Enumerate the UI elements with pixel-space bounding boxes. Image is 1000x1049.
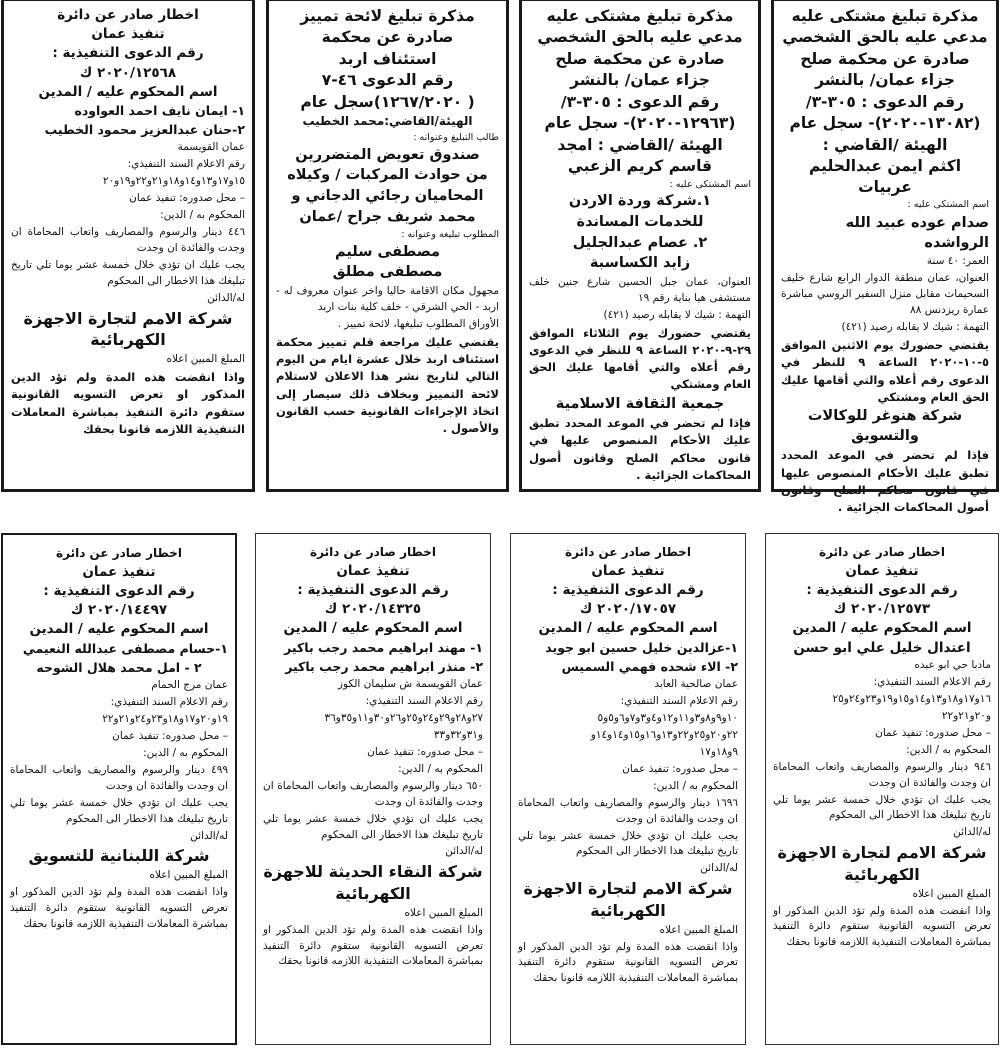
case-label: رقم الدعوى التنفيذية : xyxy=(52,45,204,62)
debtor-name-1: ١-عزالدين خليل حسين ابو جويد xyxy=(545,639,738,655)
judgment-amount: ٤٤٦ دينار والرسوم والمصاريف واتعاب المحاماة ان وجدت والفائدة ان وجدت xyxy=(11,226,245,255)
debtor-name-2: ٢-حنان عبدالعزيز محمود الخطيب xyxy=(44,122,245,138)
case-number: رقم الدعوى ٤٦-٧ xyxy=(321,71,454,90)
debtor-name: اعتدال خليل علي ابو حسن xyxy=(793,639,971,656)
defendant-name-2b: زايد الكساسبة xyxy=(589,255,691,272)
plaintiff-name: شركة هنوغر للوكالات والتسويق xyxy=(807,408,963,444)
case-register: (١٢٩٦٣-٢٠٢٠)- سجل عام xyxy=(544,114,736,133)
instruction-text: يقتضي عليك مراجعة قلم تمييز محكمة استئناف اربد خلال عشرة ايام من اليوم التالي لتاريخ نشر هذا الاعلان لاستلام لائحة التمييز وبخلاف ذلك سيصار إلى اتخاذ الإجراءات القانونية حسب القانون والأصول . xyxy=(276,334,499,436)
notice-title: اخطار صادر عن دائرة xyxy=(57,7,199,23)
case-label: رقم الدعوى التنفيذية : xyxy=(297,582,449,599)
court-name: صادرة عن محكمة صلح xyxy=(800,49,970,68)
case-number: ٢٠٢٠/١٤٤٩٧ ك xyxy=(70,602,168,619)
notice-title: مذكرة تبليغ مشتكى عليه xyxy=(546,7,734,25)
judgment-label: المحكوم به / الدين: xyxy=(143,746,228,759)
judge-name: الهيئة/القاضي:محمد الخطيب xyxy=(302,114,473,129)
judge-label: الهيئة /القاضي : امجد xyxy=(557,135,723,154)
creditor-label: له/الدائن xyxy=(445,845,483,858)
debtor-label: اسم المحكوم عليه / المدين xyxy=(792,620,972,637)
notice-title: اخطار صادر عن دائرة xyxy=(56,546,182,560)
judgment-label: المحكوم به / الدين: xyxy=(653,779,738,792)
court-name: صادرة عن محكمة صلح xyxy=(555,49,725,68)
instrument-numbers-end: ٩و١٨و١٧ xyxy=(699,745,738,758)
notice-authority: تنفيذ عمان xyxy=(336,562,410,579)
notice-title: مذكرة تبليغ مشتكى عليه xyxy=(791,7,979,25)
instrument-numbers-cont: و٣١و٣٢و٣٣ xyxy=(433,728,483,741)
instrument-label: رقم الاعلام السند التنفيذي: xyxy=(873,675,991,688)
notice-subtitle: مدعي عليه بالحق الشخصي xyxy=(537,28,743,47)
notice-bottom-3 xyxy=(255,533,491,1045)
defendant-name-2a: ٢. عصام عبدالجليل xyxy=(572,234,708,251)
summons-text: يقتضي حضورك يوم الاثنين الموافق ٥-١٠-٢٠٢٠ الساعة ٩ للنظر في الدعوى رقم أعلاه والتي أقامها عليك الحق العام ومشتكي xyxy=(781,338,989,404)
requester-label: طالب التبليغ وعنوانه : xyxy=(413,132,499,144)
defendant-name-1b: للخدمات المساندة xyxy=(576,213,704,230)
defendant-label: اسم المشتكى عليه : xyxy=(907,199,989,211)
notice-top-1 xyxy=(771,0,999,515)
creditor-name: شركة النقاء الحديثة للاجهزة الكهربائية xyxy=(263,862,483,903)
judgment-amount: ١٦٩٦ دينار والرسوم والمصاريف واتعاب المحاماة ان وجدت والفائدة ان وجدت xyxy=(518,796,738,825)
notice-title: مذكرة تبليغ لائحة تمييز xyxy=(300,7,475,25)
warning-text: واذا انقضت هذه المدة ولم تؤد الدين المذكور او تعرض التسويه القانونية ستقوم دائرة التنفيذ بمباشرة المعاملات التنفيذية اللازمه قانونا بحقك xyxy=(773,904,991,949)
payment-text: يجب عليك ان تؤدي خلال خمسة عشر يوما تلي تاريخ تبليغك هذا الاخطار الى المحكوم xyxy=(263,812,483,841)
notice-authority: تنفيذ عمان xyxy=(591,562,665,579)
notice-top-2 xyxy=(519,0,761,492)
notice-authority: تنفيذ عمان xyxy=(845,562,919,579)
requester-line-1: صندوق تعويض المتضررين xyxy=(295,146,480,163)
debtor-name-1: ١- مهند ابراهيم محمد رجب باكير xyxy=(284,639,483,655)
amount-ref: المبلغ المبين اعلاه xyxy=(912,887,991,900)
issue-place: – محل صدوره: تنفيذ عمان xyxy=(112,729,228,742)
court-location: جزاء عمان/ بالنشر xyxy=(570,71,710,90)
creditor-label: له/الدائن xyxy=(953,826,991,839)
creditor-name: شركة الامم لتجارة الاجهزة الكهربائية xyxy=(23,308,233,350)
requester-line-4: محمد شريف جراح /عمان xyxy=(299,208,476,225)
debtor-address: عمان صالحية العابد xyxy=(654,677,738,690)
documents: الأوراق المطلوب تبليغها، لائحة تمييز . xyxy=(337,317,499,330)
summons-text: يقتضي حضورك يوم الثلاثاء الموافق ٢٩-٩-٢٠٢٠ الساعة ٩ للنظر في الدعوى رقم أعلاه والتي أقامها عليك الحق العام ومشتكي xyxy=(529,325,752,392)
instrument-numbers: ١٦و١٧و١٨و١٣و١٤و١٥و١٩و٢٣و٢٤و٢٥ xyxy=(832,692,991,705)
instrument-numbers: ١٠و٩و٨و٣و١١و١٢و٤و٣و٧و٦و٥و٥ xyxy=(597,711,738,724)
payment-text: يجب عليك ان تؤدي خلال خمسة عشر يوما تلي تاريخ تبليغك هذا الاخطار الى المحكوم xyxy=(11,259,245,287)
payment-text: يجب عليك ان تؤدي خلال خمسة عشر يوما تلي تاريخ تبليغك هذا الاخطار الى المحكوم xyxy=(10,796,228,825)
plaintiff-name: جمعية الثقافة الاسلامية xyxy=(555,395,725,412)
judge-label: الهيئة /القاضي : xyxy=(822,135,948,154)
defendant-age: العمر: ٤٠ سنة xyxy=(926,255,989,268)
defendant-label: اسم المشتكى عليه : xyxy=(669,178,751,190)
notice-top-4 xyxy=(1,0,255,492)
recipient-name-1: مصطفى سليم xyxy=(334,243,440,260)
recipient-label: المطلوب تبليغه وعنوانه : xyxy=(401,229,499,241)
requester-line-3: المحاميان رجائي الدجاني و xyxy=(291,187,484,204)
case-number: ٢٠٢٠/١٤٣٢٥ ك xyxy=(324,601,422,618)
judge-name: اكثم ايمن عبدالحليم عربيات xyxy=(808,157,962,196)
debtor-label: اسم المحكوم عليه / المدين xyxy=(283,620,463,637)
debtor-name-2: ٢ - امل محمد هلال الشوحه xyxy=(36,659,202,675)
debtor-name-2: ٢- منذر ابراهيم محمد رجب باكير xyxy=(285,658,483,674)
court-location: جزاء عمان/ بالنشر xyxy=(815,71,955,90)
case-number: رقم الدعوى : ٣٠٥-٣/ xyxy=(805,92,965,111)
judgment-label: المحكوم به / الدين: xyxy=(906,743,991,756)
amount-ref: المبلغ المبين اعلاه xyxy=(149,869,228,882)
notice-bottom-2 xyxy=(510,533,746,1045)
case-label: رقم الدعوى التنفيذية : xyxy=(806,582,958,599)
judgment-label: المحكوم به / الدين: xyxy=(398,762,483,775)
amount-ref: المبلغ المبين اعلاه xyxy=(404,906,483,919)
notice-subtitle: مدعي عليه بالحق الشخصي xyxy=(782,28,988,47)
judgment-amount: ٩٤٦ دينار والرسوم والمصاريف واتعاب المحاماة ان وجدت والفائدة ان وجدت xyxy=(773,760,991,789)
case-number: رقم الدعوى : ٣٠٥-٣/ xyxy=(560,92,720,111)
debtor-label: اسم المحكوم عليه / المدين xyxy=(29,621,209,638)
issue-place: – محل صدوره: تنفيذ عمان xyxy=(129,192,245,205)
creditor-label: له/الدائن xyxy=(207,291,245,304)
charge: التهمة : شيك لا يقابله رصيد (٤٢١) xyxy=(603,308,751,321)
instrument-numbers: ١٥و١٧و١٣و١٤و١٨و٢١و٢٢و١٩و٢٠ xyxy=(102,175,245,188)
debtor-name-1: ١-حسام مصطفى عبدالله النعيمي xyxy=(22,640,228,656)
warning-text: فإذا لم تحضر في الموعد المحدد تطبق عليك الأحكام المنصوص عليها في قانون محاكم الصلح وقانون أصول المحاكمات الجزائية . xyxy=(781,448,989,515)
notice-bottom-1 xyxy=(765,533,999,1045)
requester-line-2: من حوادث المركبات / وكيلاه xyxy=(287,167,488,184)
warning-text: فإذا لم تحضر في الموعد المحدد تطبق عليك الأحكام المنصوص عليها في قانون محاكم الصلح وقانون أصول المحاكمات الجزائية . xyxy=(529,416,751,482)
instrument-label: رقم الاعلام السند التنفيذي: xyxy=(620,694,738,707)
defendant-name: صدام عوده عبيد الله الرواشده xyxy=(845,214,989,252)
case-label: رقم الدعوى التنفيذية : xyxy=(43,583,195,600)
debtor-address: عمان مرج الحمام xyxy=(151,678,228,691)
charge: التهمة : شيك لا يقابله رصيد (٤٢١) xyxy=(841,321,989,334)
instrument-numbers-cont: و٢٠و٢١و٢٢ xyxy=(941,709,991,722)
notice-title: اخطار صادر عن دائرة xyxy=(819,545,945,559)
debtor-name-2: ٢- الاء شحده فهمي السميس xyxy=(561,658,738,674)
instrument-label: رقم الاعلام السند التنفيذي: xyxy=(110,695,228,708)
debtor-label: اسم المحكوم عليه / المدين xyxy=(38,83,218,100)
issue-place: – محل صدوره: تنفيذ عمان xyxy=(367,745,483,758)
recipient-address: مجهول مكان الاقامة حاليا واخر عنوان معروف له - اربد - الحي الشرقي - خلف كلية بنات اربد xyxy=(276,284,499,313)
case-number: ٢٠٢٠/١٢٥٧٣ ك xyxy=(833,601,931,618)
court-location: استئناف اربد xyxy=(338,49,437,68)
instrument-numbers: ٢٧و٢٨و٢٩و٢٤و٢٥و٢٦و٣٠و١١و٣٥و٣٦ xyxy=(324,711,483,724)
warning-text: واذا انقضت هذه المدة ولم تؤد الدين المذكور او تعرض التسويه القانونية ستقوم دائرة التنفيذ بمباشرة المعاملات التنفيذية اللازمه قانونا بحقك xyxy=(263,923,483,968)
judgment-amount: ٤٩٩ دينار والرسوم والمصاريف واتعاب المحاماة ان وجدت والفائدة ان وجدت xyxy=(10,763,228,792)
creditor-name: شركة الامم لتجارة الاجهزة الكهربائية xyxy=(777,843,987,884)
case-label: رقم الدعوى التنفيذية : xyxy=(552,582,704,599)
creditor-name: شركة اللبنانية للتسويق xyxy=(28,846,210,866)
warning-text: واذا انقضت هذه المدة ولم تؤد الدين المذكور او تعرض التسويه القانونية ستقوم دائرة التنفيذ بمباشرة المعاملات التنفيذية اللازمه قانونا بحقك xyxy=(518,940,738,985)
debtor-address: مادبا حي ابو عبده xyxy=(914,658,991,671)
case-number: ٢٠٢٠/١٧٠٥٧ ك xyxy=(579,601,677,618)
instrument-numbers: ١٩و٢٠و١٧و١٨و٢٣و٢٤و٢١و٢٢ xyxy=(102,712,228,725)
case-register: (١٣٠٨٢-٢٠٢٠)- سجل عام xyxy=(789,114,981,133)
debtor-name-1: ١- ايمان نايف احمد العواوده xyxy=(74,103,245,119)
instrument-numbers-cont: ٢٢و٢٠و٢٥و٢٢و١٣و١٦و١٥و١٤و١٤و xyxy=(590,728,738,741)
defendant-address: العنوان، عمان منطقة الدوار الرابع شارع خليف السحيمات مقابل منزل السفير الروسي مباشرة عمارة ريزدنس ٨٨ xyxy=(781,272,989,317)
amount-ref: المبلغ المبين اعلاه xyxy=(659,923,738,936)
case-register: ( ١٢٦٧/٢٠٢٠)سجل عام xyxy=(300,92,475,111)
debtor-address: عمان القويسمة xyxy=(177,141,245,154)
recipient-name-2: مصطفى مطلق xyxy=(332,264,443,281)
amount-ref: المبلغ المبين اعلاه xyxy=(166,353,245,366)
creditor-label: له/الدائن xyxy=(700,862,738,875)
notice-top-3 xyxy=(266,0,509,492)
notice-title: اخطار صادر عن دائرة xyxy=(310,545,436,559)
issue-place: – محل صدوره: تنفيذ عمان xyxy=(875,726,991,739)
warning-text: واذا انقضت هذه المدة ولم تؤد الدين المذكور او تعرض التسويه القانونية ستقوم دائرة التنفيذ بمباشرة المعاملات التنفيذية اللازمه قانونا بحقك xyxy=(11,370,245,436)
court-name: صادرة عن محكمة xyxy=(321,28,454,47)
creditor-name: شركة الامم لتجارة الاجهزة الكهربائية xyxy=(523,879,733,920)
notice-title: اخطار صادر عن دائرة xyxy=(565,545,691,559)
instrument-label: رقم الاعلام السند التنفيذي: xyxy=(127,158,245,171)
creditor-label: له/الدائن xyxy=(190,829,228,842)
notice-authority: تنفيذ عمان xyxy=(82,563,156,580)
warning-text: واذا انقضت هذه المدة ولم تؤد الدين المذكور او تعرض التسويه القانونية ستقوم دائرة التنفيذ بمباشرة المعاملات التنفيذية اللازمه قانونا بحقك xyxy=(10,886,228,930)
notice-bottom-4 xyxy=(1,533,237,1045)
debtor-label: اسم المحكوم عليه / المدين xyxy=(538,620,718,637)
defendant-name-1a: ١.شركة وردة الاردن xyxy=(568,193,712,210)
defendant-address: العنوان، عمان جبل الحسين شارع جنين خلف مستشفى هيا بناية رقم ١٩ xyxy=(529,275,751,304)
payment-text: يجب عليك ان تؤدي خلال خمسة عشر يوما تلي تاريخ تبليغك هذا الاخطار الى المحكوم xyxy=(773,793,991,822)
judgment-label: المحكوم به / الدين: xyxy=(160,209,245,222)
judge-name: قاسم كريم الزعبي xyxy=(567,157,713,176)
case-number: ٢٠٢٠/١٢٥٦٨ ك xyxy=(79,64,177,81)
payment-text: يجب عليك ان تؤدي خلال خمسة عشر يوما تلي تاريخ تبليغك هذا الاخطار الى المحكوم xyxy=(518,829,738,858)
issue-place: – محل صدوره: تنفيذ عمان xyxy=(622,762,738,775)
notice-authority: تنفيذ عمان xyxy=(91,26,165,43)
debtor-address: عمان القويسمة ش سليمان الكوز xyxy=(337,677,483,690)
instrument-label: رقم الاعلام السند التنفيذي: xyxy=(365,694,483,707)
judgment-amount: ٦٥٠ دينار والرسوم والمصاريف واتعاب المحاماة ان وجدت والفائدة ان وجدت xyxy=(263,779,483,808)
